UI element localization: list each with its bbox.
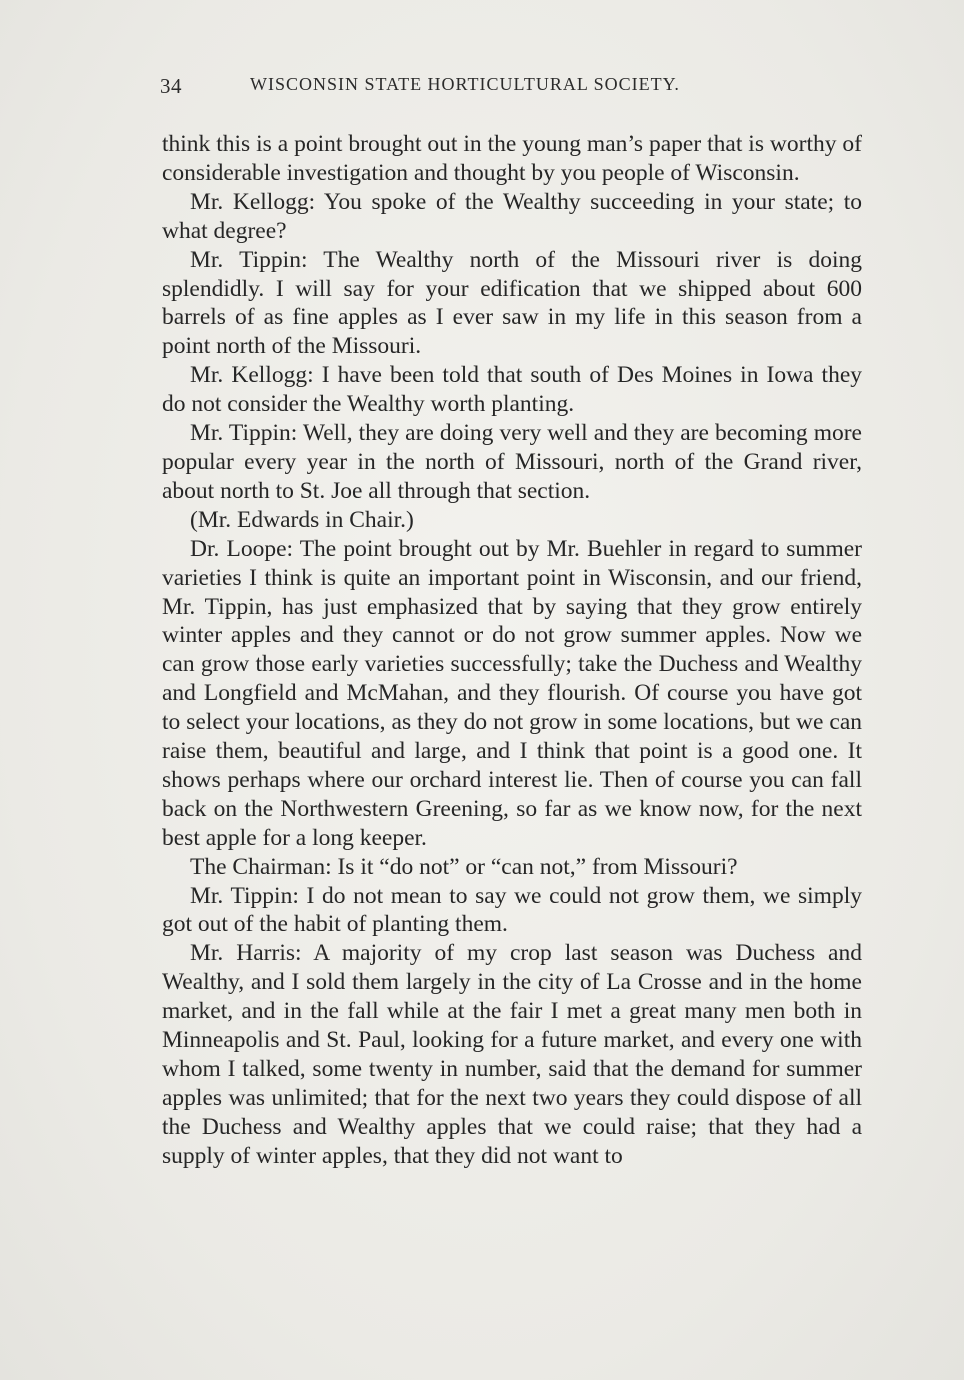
paragraph-text: You spoke of the Wealthy succeeding in your state; to what degree? (162, 188, 862, 244)
speaker-name: The Chairman: (190, 853, 332, 880)
speaker-name: Mr. Tippin: (190, 882, 299, 909)
speaker-name: Mr. Kellogg: (190, 188, 316, 215)
speaker-name: Dr. Loope: (190, 535, 294, 562)
paragraph (162, 419, 862, 506)
paragraph (162, 939, 862, 1170)
paragraph-text: Is it “do not” or “can not,” from Missouri? (337, 853, 738, 880)
paragraph (162, 188, 862, 246)
speaker-name: Mr. Tippin: (190, 420, 298, 447)
chair-note (162, 506, 862, 535)
paragraph-text: Well, they are doing very well and they are becoming more popular every year in the north of Missouri, north of the Grand river, about north to St. Joe all through that section. (162, 420, 862, 504)
paragraph (162, 535, 862, 853)
page-number: 34 (160, 74, 182, 98)
running-title: WISCONSIN STATE HORTICULTURAL SOCIETY. (250, 74, 680, 94)
paragraph-text: I have been told that south of Des Moines in Iowa they do not consider the Wealthy worth planting. (162, 362, 863, 418)
page-header (160, 72, 860, 102)
paragraph-text: (Mr. Edwards in Chair.) (190, 506, 414, 533)
paragraph (162, 853, 862, 882)
paragraph (162, 130, 862, 188)
paragraph (162, 882, 862, 940)
body-text (162, 130, 862, 1171)
paragraph-text: The point brought out by Mr. Buehler in regard to summer varieties I think is quite an important point in Wisconsin, and our friend, Mr. Tippin, has just emphasized that by saying that they grow entirely winter apples and they cannot or do not grow summer apples. Now we can grow those early varieties successfully; take the Duchess and Wealthy and Longfield and McMahan, and they flourish. Of course you have got to select your locations, as they do not grow in some locations, but we can raise them, beautiful and large, and I think that point is a good one. It shows perhaps where our orchard interest lie. Then of course you can fall back on the Northwestern Greening, so far as we know now, for the next best apple for a long keeper. (162, 535, 862, 851)
speaker-name: Mr. Harris: (190, 940, 302, 967)
speaker-name: Mr. Kellogg: (190, 362, 314, 389)
paragraph (162, 361, 862, 419)
paragraph-text: A majority of my crop last season was Duchess and Wealthy, and I sold them largely in the city of La Crosse and in the home market, and in the fall while at the fair I met a great many men both in Minneapolis and St. Paul, looking for a future market, and every one with whom I talked, some twenty in number, said that the demand for summer apples was unlimited; that for the next two years they could dispose of all the Duchess and Wealthy apples that we could raise; that they had a supply of winter apples, that they did not want to (162, 940, 862, 1169)
paragraph-text: I do not mean to say we could not grow them, we simply got out of the habit of planting them. (162, 882, 862, 938)
speaker-name: Mr. Tippin: (190, 246, 308, 273)
paragraph (162, 246, 862, 362)
paragraph-text: The Wealthy north of the Missouri river is doing splendidly. I will say for your edification that we shipped about 600 barrels of as fine apples as I ever saw in my life in this season from a point north of the Missouri. (162, 246, 862, 360)
paragraph-text: think this is a point brought out in the young man’s paper that is worthy of considerable investigation and thought by you people of Wisconsin. (162, 131, 862, 186)
